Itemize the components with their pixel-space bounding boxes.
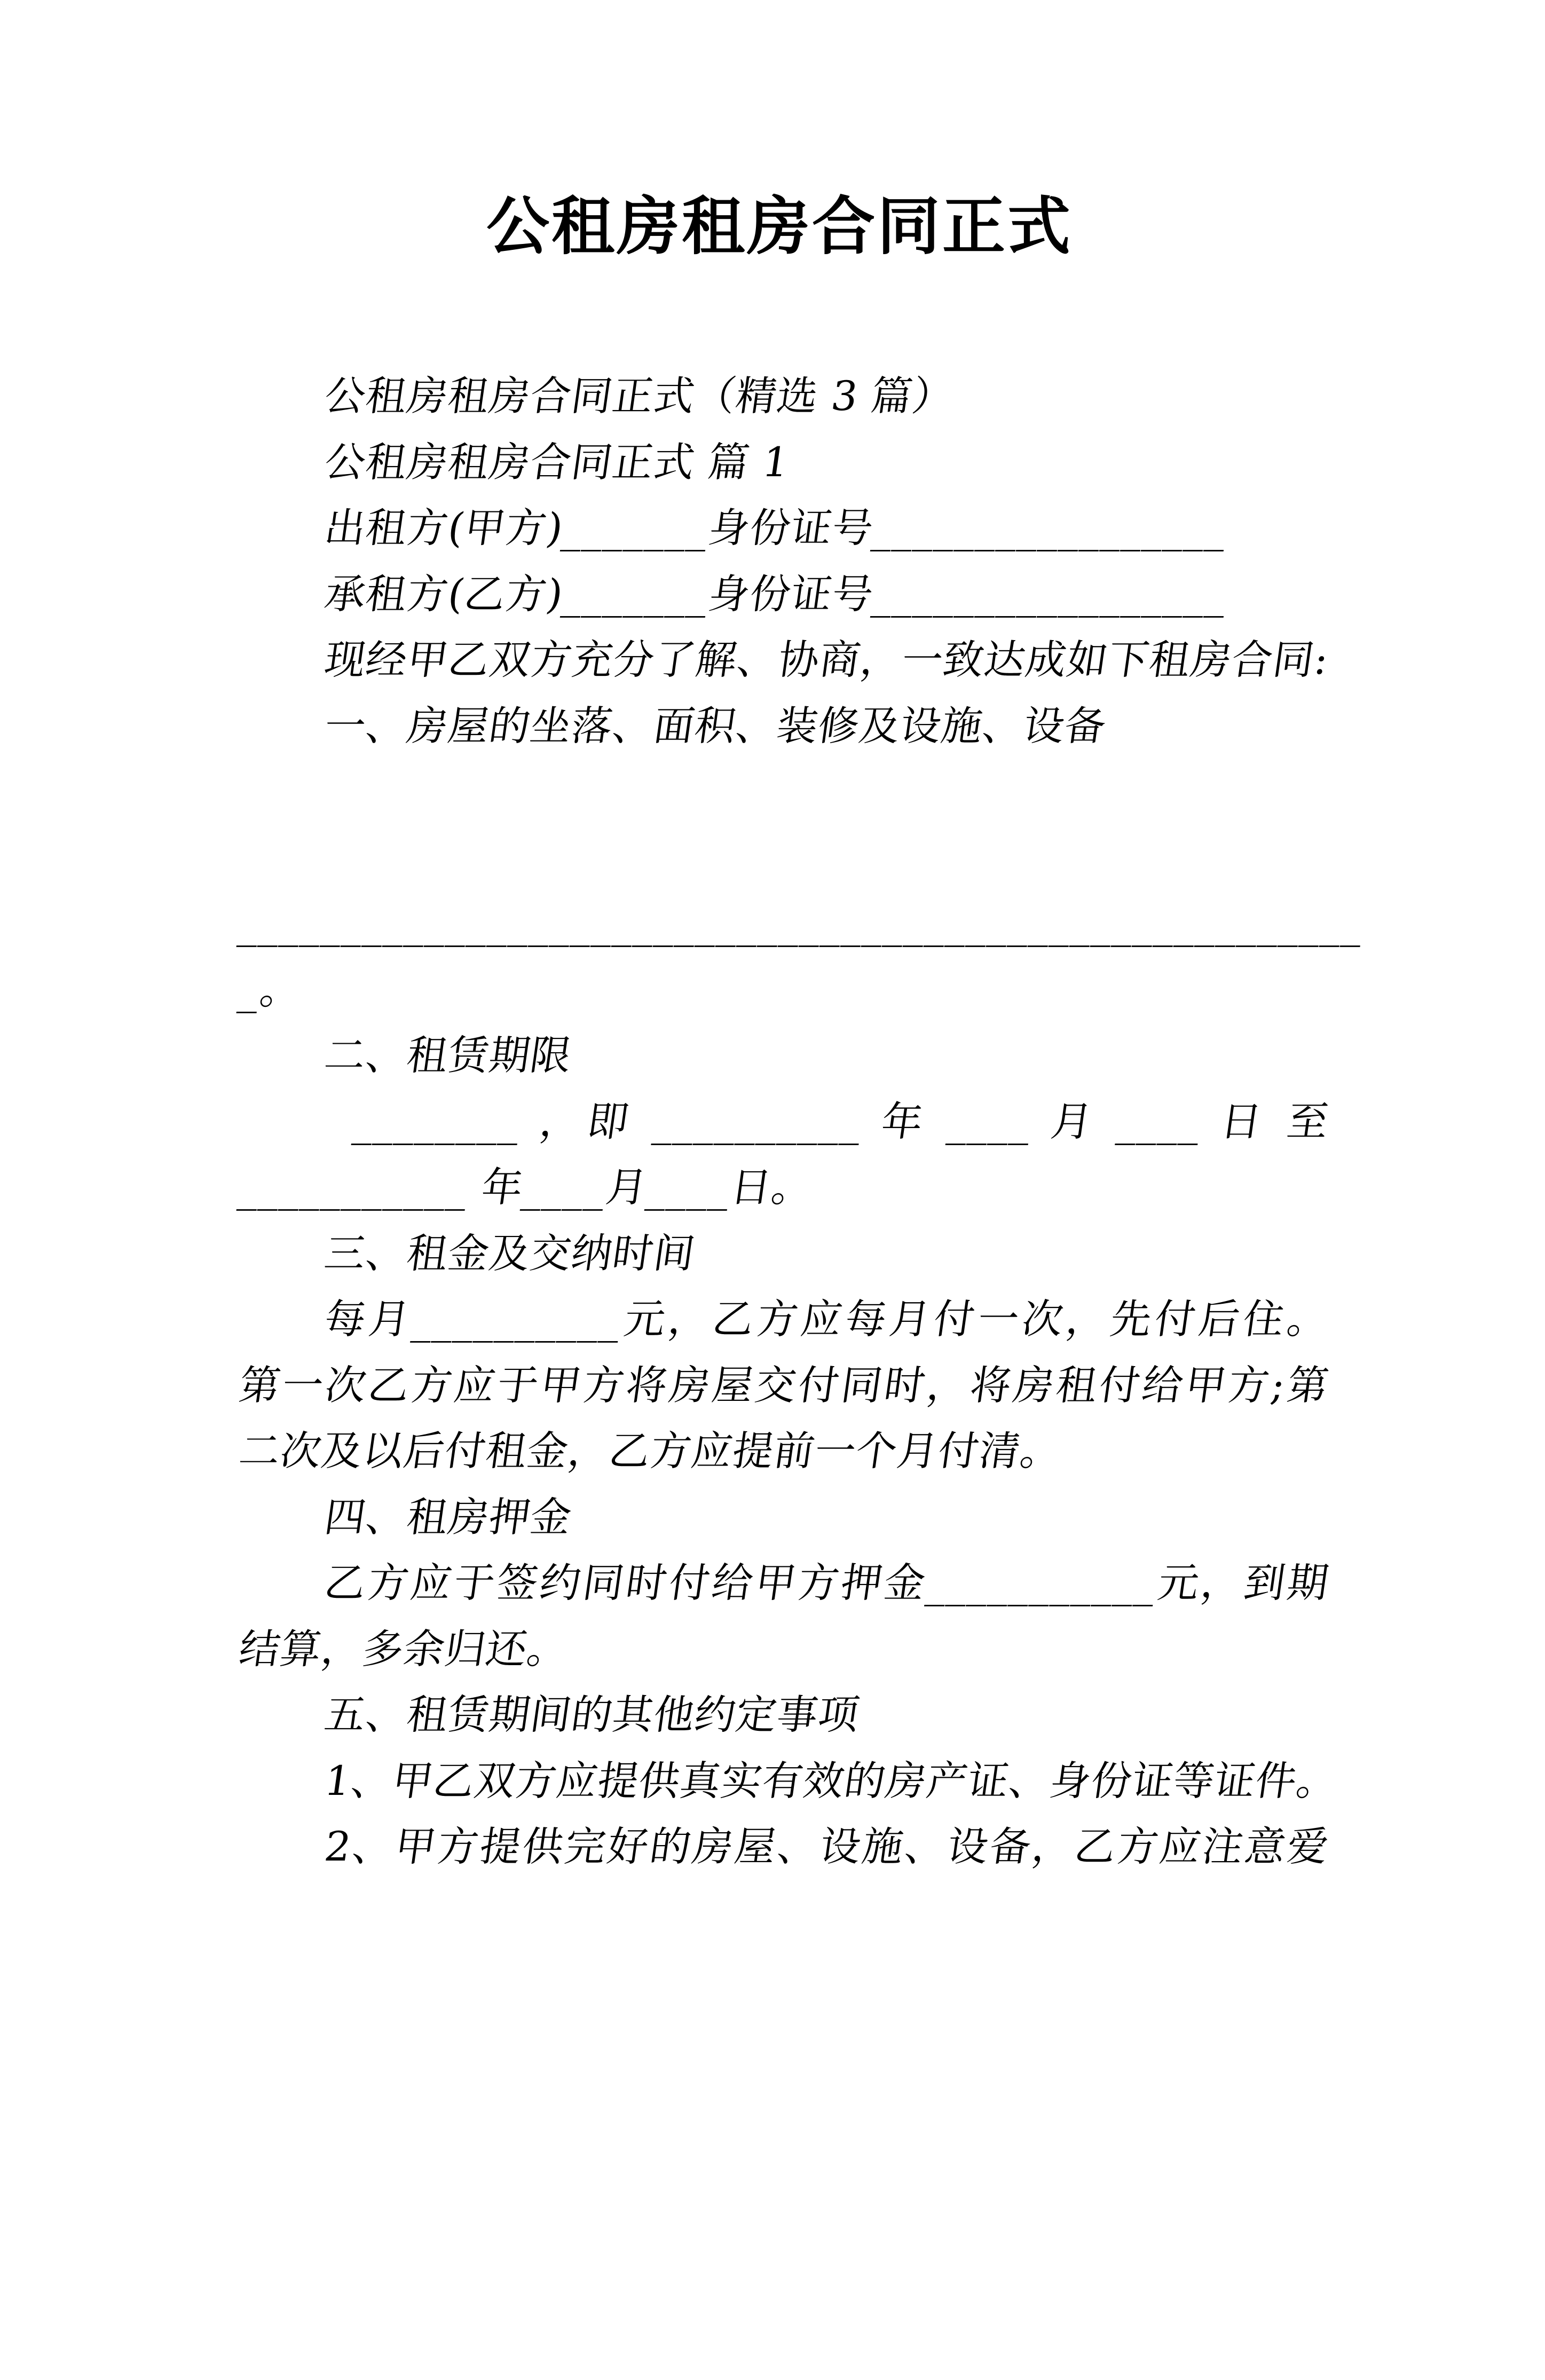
paragraph-line-selection-note: 公租房租房合同正式（精选 3 篇） [321,372,957,420]
paragraph-line-section2-heading: 二、租赁期限 [321,1031,575,1079]
paragraph-line-deposit-amount: 乙方应于签约同时付给甲方押金___________元，到期 [321,1559,1332,1606]
paragraph-line-section4-heading: 四、租房押金 [321,1493,575,1541]
paragraph-line-item2: 2、甲方提供完好的房屋、设施、设备，乙方应注意爱 [321,1823,1332,1870]
paragraph-line-rent-payment-2: 二次及以后付租金，乙方应提前一个月付清。 [236,1427,1065,1475]
paragraph-line-section3-heading: 三、租金及交纳时间 [321,1229,698,1277]
document-title: 公租房租房合同正式 [486,189,1073,263]
paragraph-line-lease-term-start: ________ ，即 __________ 年 ____ 月 ____ 日 至 [351,1097,1332,1145]
paragraph-line-blank-end: _。 [236,965,305,1013]
paragraph-line-part1-heading: 公租房租房合同正式 篇 1 [321,438,793,486]
paragraph-line-lessor-id: 出租方(甲方)_______身份证号_________________ [321,504,1231,551]
paragraph-line-section1-heading: 一、房屋的坐落、面积、装修及设施、设备 [321,702,1109,750]
paragraph-line-item1: 1、甲乙双方应提供真实有效的房产证、身份证等证件。 [321,1756,1342,1804]
paragraph-line-agreement-intro: 现经甲乙双方充分了解、协商，一致达成如下租房合同: [321,636,1332,683]
paragraph-line-lessee-id: 承租方(乙方)_______身份证号_________________ [321,570,1231,618]
paragraph-line-section5-heading: 五、租赁期间的其他约定事项 [321,1691,863,1738]
paragraph-line-lease-term-end: ___________ 年____月____日。 [236,1163,817,1211]
paragraph-line-deposit-settlement: 结算，多余归还。 [236,1625,572,1673]
paragraph-line-blank-underline: ______________________________________________________ [236,900,1367,947]
blank-fill-space [235,759,1324,890]
document-body [235,363,1367,1880]
paragraph-line-rent-amount: 每月__________元，乙方应每月付一次，先付后住。 [321,1295,1332,1343]
paragraph-line-rent-payment-1: 第一次乙方应于甲方将房屋交付同时，将房租付给甲方;第 [236,1361,1332,1409]
document-page [0,189,1545,2380]
